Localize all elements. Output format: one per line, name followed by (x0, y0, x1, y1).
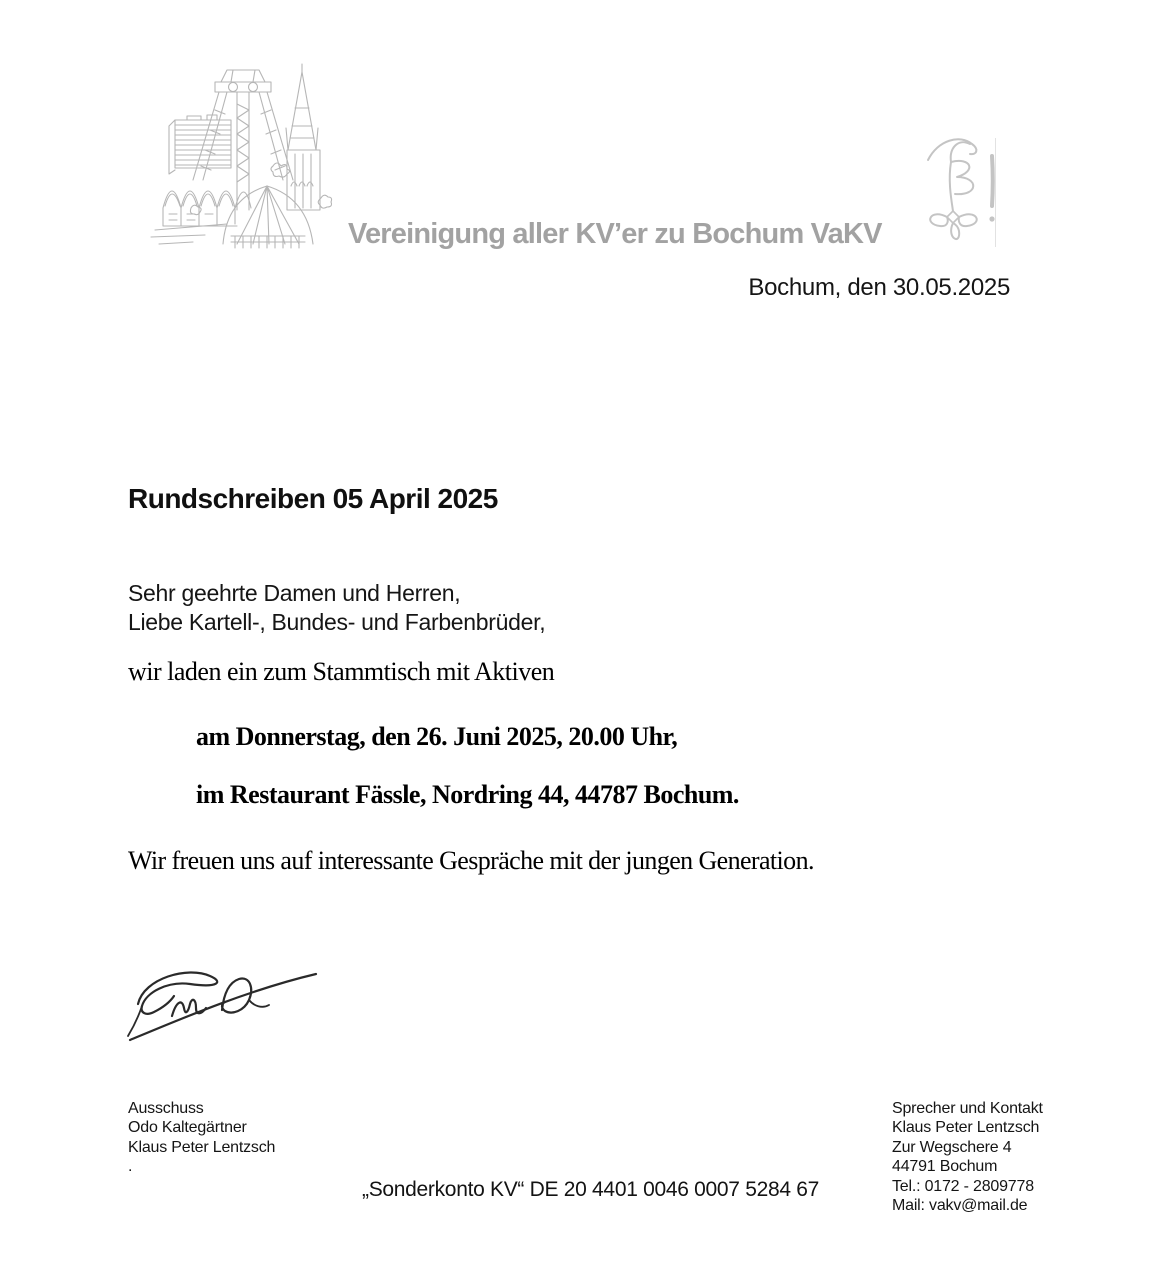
bochum-landmarks-sketch (135, 58, 345, 250)
dateline: Bochum, den 30.05.2025 (748, 274, 1010, 301)
footer-committee-dot: . (128, 1158, 133, 1176)
footer-committee-title: Ausschuss (128, 1100, 204, 1117)
salutation-line-1: Sehr geehrte Damen und Herren, (128, 580, 461, 606)
salutation-block (128, 579, 545, 637)
footer-committee-member-1: Odo Kaltegärtner (128, 1119, 247, 1137)
emblem-edge-line (995, 138, 996, 247)
closing-line: Wir freuen uns auf interessante Gespräche mit der jungen Generation. (128, 846, 814, 875)
footer-committee-block (128, 1099, 275, 1177)
footer-contact-email: Mail: vakv@mail.de (892, 1197, 1028, 1215)
intro-line: wir laden ein zum Stammtisch mit Aktiven (128, 657, 555, 686)
footer-contact-block (892, 1099, 1043, 1215)
org-title: Vereinigung aller KV’er zu Bochum VaKV (348, 218, 882, 250)
footer-committee-member-2: Klaus Peter Lentzsch (128, 1138, 276, 1156)
letter-title: Rundschreiben 05 April 2025 (128, 483, 498, 514)
footer-contact-city: 44791 Bochum (892, 1158, 998, 1176)
scalloped-hall-sketch (163, 191, 251, 226)
footer-contact-phone: Tel.: 0172 - 2809778 (892, 1177, 1034, 1195)
account-line: „Sonderkonto KV“ DE 20 4401 0046 0007 5284 67 (362, 1178, 820, 1201)
office-building-sketch (169, 115, 231, 174)
event-datetime-line: am Donnerstag, den 26. Juni 2025, 20.00 Uhr, (196, 722, 678, 751)
footer-contact-name: Klaus Peter Lentzsch (892, 1119, 1040, 1137)
signature-image (126, 956, 332, 1050)
footer-contact-title: Sprecher und Kontakt (892, 1100, 1043, 1117)
footer-contact-street: Zur Wegschere 4 (892, 1138, 1012, 1156)
salutation-line-2: Liebe Kartell-, Bundes- und Farbenbrüder, (128, 609, 546, 635)
fraternity-zirkel-icon (922, 134, 1000, 249)
church-spire-sketch (286, 64, 320, 210)
event-location-line: im Restaurant Fässle, Nordring 44, 44787 Bochum. (196, 780, 739, 809)
